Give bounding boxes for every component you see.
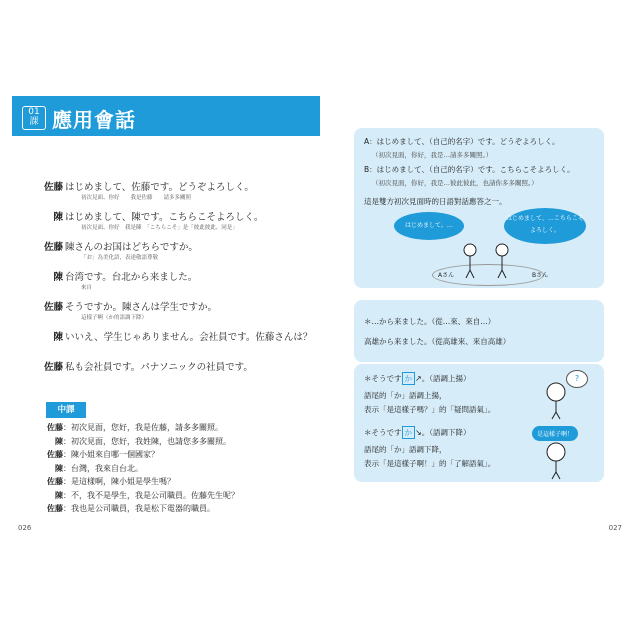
translation-line: 佐藤：是這樣啊，陳小姐是學生嗎？ [35, 476, 315, 490]
answer-bubble: 是這樣子啊！ [532, 426, 578, 441]
dialog-line [35, 232, 315, 262]
rising-line: ＊そうです か ↗。（語調上揚） [364, 374, 471, 383]
greeting-box [354, 128, 604, 288]
origin-line-1: ＊…から来ました。（從…來、來自…） [364, 317, 496, 326]
falling-desc-2: 表示「是這樣子啊！」的「了解語氣」。 [364, 459, 496, 468]
dialog-note: 這樣子啊（か的語調下降） [81, 315, 148, 321]
dialog-text: 私も会社員です。パナソニックの社員です。 [65, 362, 253, 373]
dialog-line [35, 352, 315, 382]
translation-text: 陳小姐來自哪一個國家？ [71, 450, 159, 459]
translation-line: 佐藤：我也是公司職員，我是松下電器的職員。 [35, 503, 315, 517]
translation-tag: 中譯 [46, 402, 86, 418]
speaker-name: 佐藤 [43, 242, 63, 253]
translation-text: 不，我不是學生，我是公司職員。佐藤先生呢？ [71, 490, 239, 500]
dialog-note: 來自 [81, 285, 93, 291]
dialog-text: はじめまして、陳です。こちらこそよろしく。 [65, 212, 264, 223]
dialog-text: いいえ、学生じゃありません。会社員です。佐藤さんは？ [65, 332, 313, 343]
rising-desc-1: 語尾的「か」語調上揚， [364, 391, 447, 400]
speech-bubble-b: はじめまして、…こちらこそよろしく。 [504, 208, 586, 244]
speaker-name: 佐藤 [47, 504, 63, 513]
dialog-text: 台湾です。台北から来ました。 [65, 272, 198, 283]
greeting-line-a: A：はじめまして、（自己的名字）です。どうぞよろしく。 [364, 137, 560, 146]
lesson-badge: 01 課 [22, 106, 46, 130]
translation-text: 是這樣啊，陳小姐是學生嗎？ [71, 477, 175, 486]
lesson-banner [12, 96, 320, 136]
right-page [320, 92, 628, 532]
greeting-line-b-zh: （初次見面，你好，我是…彼此彼此，也請你多多關照。） [372, 179, 538, 187]
arrow-up-icon: ↗ [415, 374, 422, 383]
page-title: 應用會話 [52, 108, 136, 132]
translation-text: 我也是公司職員，我是松下電器的職員。 [71, 504, 215, 513]
speaker-name: 佐藤 [47, 477, 63, 486]
speech-bubble-a: はじめまして。… [394, 212, 464, 240]
dialog-section [35, 172, 315, 382]
dialog-note: 初次見面、你好 我是佐藤 請多多關照 [81, 195, 192, 201]
two-people-figure [458, 240, 518, 280]
translation-text: 初次見面，您好，我姓陳，也請您多多關照。 [71, 436, 231, 446]
speaker-name: 陳 [53, 332, 63, 343]
arrow-down-icon: ↘ [415, 428, 422, 437]
translation-line: 陳：初次見面，您好，我姓陳，也請您多多關照。 [35, 436, 315, 450]
speaker-name: 陳 [53, 272, 63, 283]
speaker-name: 陳 [55, 463, 63, 473]
intonation-box [354, 364, 604, 482]
dialog-text: はじめまして、佐藤です。どうぞよろしく。 [65, 182, 254, 193]
label-b: Bさん [532, 272, 549, 279]
falling-line: ＊そうです か ↘。（語調下降） [364, 428, 471, 437]
greeting-note: 這是雙方初次見面時的日語對話應答之一。 [364, 197, 507, 206]
page-number-right: 027 [608, 524, 622, 532]
left-page [12, 92, 320, 532]
question-bubble: ? [566, 370, 588, 388]
dialog-line [35, 292, 315, 322]
dialog-text: そうですか。陳さんは学生ですか。 [65, 302, 218, 313]
origin-box [354, 300, 604, 362]
understanding-person-icon [542, 440, 572, 480]
speaker-name: 佐藤 [43, 302, 63, 313]
dialog-line [35, 172, 315, 202]
dialog-note: 「お」為美化語，表達敬語尊敬 [81, 255, 159, 261]
questioning-person-icon [542, 380, 572, 420]
translation-line: 陳：台灣，我來自台北。 [35, 463, 315, 477]
dialog-text: 陳さんのお国はどちらですか。 [65, 242, 198, 253]
rising-desc-2: 表示「是這樣子嗎？」的「疑問語氣」。 [364, 405, 496, 414]
page-number-left: 026 [18, 524, 32, 532]
translation-list [35, 422, 315, 517]
translation-text: 初次見面，您好，我是佐藤，請多多關照。 [71, 423, 223, 432]
dialog-line [35, 262, 315, 292]
speaker-name: 佐藤 [47, 423, 63, 432]
translation-text: 台灣，我來自台北。 [71, 463, 143, 473]
speaker-name: 佐藤 [43, 362, 63, 373]
speaker-name: 陳 [55, 490, 63, 500]
ka-marker-rising: か [402, 372, 416, 385]
speaker-name: 陳 [55, 436, 63, 446]
speaker-name: 陳 [53, 212, 63, 223]
label-a: Aさん [438, 272, 455, 279]
greeting-line-a-zh: （初次見面，你好，我是…請多多關照。） [372, 151, 493, 159]
speaker-name: 佐藤 [47, 450, 63, 459]
dialog-note: 初次見面、你好 我是陳 「こちらこそ」是「彼此彼此、同是」 [81, 225, 238, 231]
translation-line: 佐藤：陳小姐來自哪一個國家？ [35, 449, 315, 463]
dialog-line [35, 322, 315, 352]
dialog-line [35, 202, 315, 232]
speaker-name: 佐藤 [43, 182, 63, 193]
greeting-line-b: B：はじめまして、（自己的名字）です。こちらこそよろしく。 [364, 165, 575, 174]
falling-desc-1: 語尾的「か」語調下降， [364, 445, 447, 454]
translation-line: 佐藤：初次見面，您好，我是佐藤，請多多關照。 [35, 422, 315, 436]
origin-line-2: 高雄から来ました。（從高雄來、來自高雄） [364, 337, 511, 346]
translation-line: 陳：不，我不是學生，我是公司職員。佐藤先生呢？ [35, 490, 315, 504]
ka-marker-falling: か [402, 426, 416, 439]
